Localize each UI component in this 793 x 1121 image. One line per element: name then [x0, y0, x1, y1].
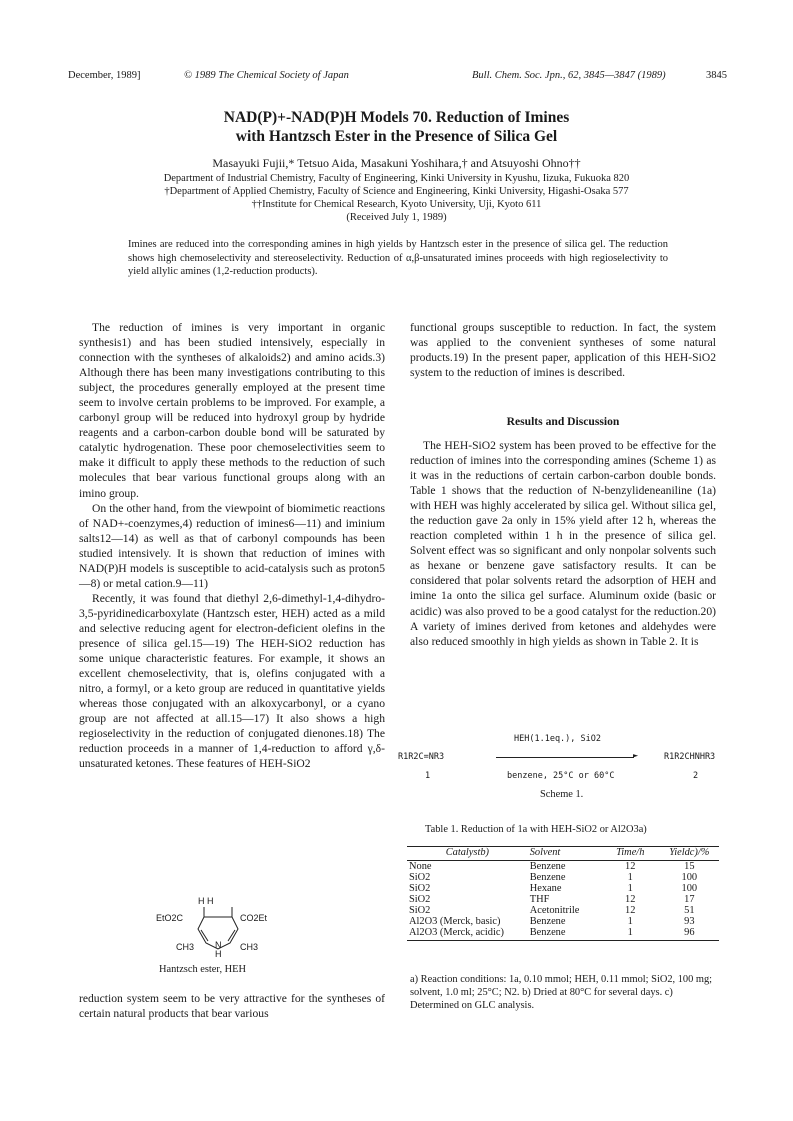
cell-yield: 51: [684, 905, 695, 916]
cell-catalyst: SiO2: [409, 872, 431, 883]
cell-solvent: Acetonitrile: [529, 905, 580, 916]
cell-time: 1: [601, 927, 660, 941]
affiliation-2: †Department of Applied Chemistry, Faculty of Science and Engineering, Kinki University, Higashi-Osaka 577: [164, 186, 629, 197]
cell-solvent: THF: [529, 894, 550, 905]
article-title-line-1: NAD(P)+-NAD(P)H Models 70. Reduction of Imines: [223, 109, 570, 126]
cell-time: 12: [625, 861, 636, 872]
affiliation-3: ††Institute for Chemical Research, Kyoto University, Uji, Kyoto 611: [251, 199, 542, 210]
scheme-conditions: benzene, 25°C or 60°C: [507, 771, 615, 781]
cell-time: 1: [627, 872, 633, 883]
table-row: [407, 905, 719, 916]
table-header-row: [407, 847, 719, 861]
table-row: [407, 927, 719, 941]
header-date: December, 1989]: [68, 70, 141, 81]
article-title-line-2: with Hantzsch Ester in the Presence of Silica Gel: [235, 128, 558, 145]
right-column-top: [410, 320, 716, 380]
header-yield: Yieldc)/%: [660, 847, 719, 861]
cell-yield: 96: [660, 927, 719, 941]
paragraph-biomimetic: On the other hand, from the viewpoint of biomimetic reactions of NAD+-coenzymes,4) reduction of imines6—11) and iminium salts12—14) as well as that of carbonyl compounds has been studied intensively. It is shown that reduction of imines with NAD(P)H models is susceptible to acid-catalysis such as proton5—8) or metal cation.9—11): [79, 501, 385, 590]
left-column-continued: [79, 991, 385, 1021]
cell-catalyst: SiO2: [409, 894, 431, 905]
cell-time: 12: [625, 894, 636, 905]
cell-yield: 93: [684, 916, 695, 927]
structure-right-ester: CO2Et: [240, 913, 268, 923]
abstract: Imines are reduced into the corresponding amines in high yields by Hantzsch ester in the presence of silica gel. The reduction shows high chemoselectivity and stereoselectivity. Reduction of α,β-unsaturated imines proceeds with high regioselectivity to yield allylic amines (1,2-reduction products).: [128, 239, 668, 277]
header-time: Time/h: [601, 847, 660, 861]
table-row: [407, 872, 719, 883]
header-catalyst: Catalystb): [407, 847, 528, 861]
scheme-arrowhead: ►: [633, 751, 639, 761]
scheme-reactant: R1R2C=NR3: [398, 752, 445, 762]
cell-time: 12: [625, 905, 636, 916]
header-copyright: © 1989 The Chemical Society of Japan: [184, 70, 349, 81]
cell-solvent: Benzene: [528, 927, 601, 941]
scheme-reactant-label: 1: [425, 771, 431, 781]
scheme-caption: Scheme 1.: [540, 789, 584, 800]
hantzsch-ester-label: Hantzsch ester, HEH: [159, 964, 247, 975]
paragraph-intro: The reduction of imines is very important in organic synthesis1) and has been studied intensively, especially in connection with the syntheses of alkaloids2) and amino acids.3) Although there has been many investigations contributing to this subject, the procedures generally employed at the present time seem to involve certain problems to be improved. For example, a carbonyl group will be reduced into hydroxyl group by hydride reagents and a carbon-carbon double bond will be saturated by catalytic hydrogenation. These poor chemoselectivities seem to make it difficult to apply these methods to the reduction of such molecules that bear various functional groups along with an imino group.: [79, 321, 385, 500]
cell-catalyst: Al2O3 (Merck, acidic): [407, 927, 528, 941]
header-journal: Bull. Chem. Soc. Jpn., 62, 3845—3847 (1989): [472, 70, 666, 81]
header-page-number: 3845: [706, 70, 727, 81]
cell-catalyst: Al2O3 (Merck, basic): [409, 916, 501, 927]
scheme-product: R1R2CHNHR3: [664, 752, 716, 762]
table-caption: Table 1. Reduction of 1a with HEH-SiO2 or Al2O3a): [425, 824, 647, 835]
cell-time: 1: [627, 916, 633, 927]
structure-methyl-right: CH3: [240, 942, 259, 952]
structure-methyl-left: CH3: [176, 942, 195, 952]
table-row: [407, 861, 719, 873]
scheme-product-label: 2: [693, 771, 699, 781]
authors: Masayuki Fujii,* Tetsuo Aida, Masakuni Yoshihara,† and Atsuyoshi Ohno††: [212, 156, 581, 170]
hantzsch-ester-structure: [154, 893, 284, 959]
cell-yield: 17: [684, 894, 695, 905]
cell-catalyst: None: [409, 861, 432, 872]
table-footnote: a) Reaction conditions: 1a, 0.10 mmol; HEH, 0.11 mmol; SiO2, 100 mg; solvent, 1.0 ml; 25°C; N2. b) Dried at 80°C for several days. c) Determined on GLC analysis.: [410, 974, 713, 1011]
paragraph-results: The HEH-SiO2 system has been proved to be effective for the reduction of imines into the corresponding amines (Scheme 1) as it was in the reductions of certain carbon-carbon double bonds. Table 1 shows that the reduction of N-benzylideneaniline (1a) with HEH was highly accelerated by silica gel. Without silica gel, the reduction gave 2a only in 15% yield after 12 h, whereas the reaction completed within 1 h in the presence of silica gel. Solvent effect was so significant and only nonpolar solvents such as hexane or benzene gave satisfactory results. It can be considered that polar solvents retard the adsorption of HEH and imine 1a onto the silica gel surface. Aluminum oxide (basic or acidic) was also proved to be a good catalyst for the reduction.20) A variety of imines derived from ketones and aldehydes were also reduced smoothly in high yields as shown in Table 2. It is: [410, 439, 716, 648]
cell-catalyst: SiO2: [409, 905, 431, 916]
structure-hydrogens: H H: [198, 896, 214, 906]
paragraph-functional-groups: functional groups susceptible to reduction. In fact, the system was applied to the convenient syntheses of some natural products.19) In the present paper, application of this HEH-SiO2 system to the reduction of imines is described.: [410, 321, 716, 380]
table-row: [407, 916, 719, 927]
table-row: [407, 883, 719, 894]
table-grid: [407, 846, 719, 941]
cell-solvent: Benzene: [529, 916, 566, 927]
structure-nitrogen: N: [215, 940, 222, 950]
table-row: [407, 894, 719, 905]
scheme-arrow: [496, 757, 634, 758]
affiliation-1: Department of Industrial Chemistry, Faculty of Engineering, Kinki University in Kyushu, Iizuka, Fukuoka 820: [163, 173, 630, 184]
structure-nh-hydrogen: H: [215, 949, 222, 959]
cell-catalyst: SiO2: [409, 883, 431, 894]
cell-solvent: Hexane: [529, 883, 562, 894]
cell-yield: 15: [684, 861, 695, 872]
table-1: [407, 846, 719, 941]
cell-yield: 100: [681, 883, 698, 894]
received-date: (Received July 1, 1989): [346, 212, 447, 223]
cell-time: 1: [627, 883, 633, 894]
cell-yield: 100: [681, 872, 698, 883]
cell-solvent: Benzene: [529, 872, 566, 883]
scheme-reagent: HEH(1.1eq.), SiO2: [514, 734, 601, 744]
section-heading: Results and Discussion: [506, 415, 620, 428]
header-solvent: Solvent: [528, 847, 601, 861]
paragraph-continued: reduction system seem to be very attractive for the syntheses of certain natural products that bear various: [79, 992, 385, 1021]
paragraph-hantzsch: Recently, it was found that diethyl 2,6-dimethyl-1,4-dihydro-3,5-pyridinedicarboxylate (Hantzsch ester, HEH) acted as a mild and selective reducing agent for electron-deficient olefins in the presence of silica gel.15—19) The HEH-SiO2 reduction has some unique characteristic features. For example, it shows an excellent chemoselectivity, that is, olefins conjugated with a nitro, a formyl, or a keto group are reduced in quantitative yields whereas those conjugated with an alkoxycarbonyl, or a cyano group are not affected at all.15—17) It also shows a high regioselectivity in the reduction of conjugated dienones.18) The reduction proceeds in a manner of 1,4-reduction to afford γ,δ-unsaturated ketones. These features of HEH-SiO2: [79, 591, 385, 771]
right-column-body: [410, 438, 716, 649]
left-column: [79, 320, 385, 771]
cell-solvent: Benzene: [529, 861, 566, 872]
structure-left-ester: EtO2C: [156, 913, 184, 923]
